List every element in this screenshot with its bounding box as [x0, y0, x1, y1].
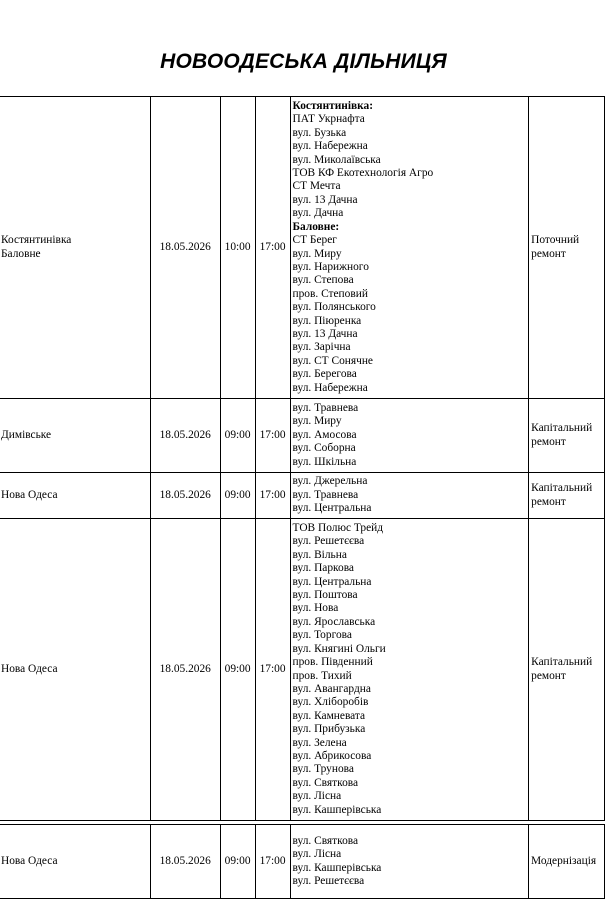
- work-type-cell: [529, 825, 605, 899]
- street-item: вул. Решетєєва: [292, 535, 365, 548]
- work-type: Поточний ремонт: [531, 234, 580, 260]
- street-item: вул. Святкова: [292, 776, 359, 789]
- page-title: НОВООДЕСЬКА ДІЛЬНИЦЯ: [160, 50, 447, 73]
- work-type-cell: [529, 399, 605, 473]
- work-type: Модернізація: [531, 854, 597, 867]
- street-item: вул. Травнева: [292, 401, 359, 414]
- street-item: вул. Княгині Ольги: [292, 642, 386, 655]
- street-item: вул. Зелена: [292, 736, 347, 749]
- street-item: вул. Камневата: [292, 709, 366, 722]
- street-item: вул. Авангардна: [292, 682, 371, 695]
- street-item: вул. Вільна: [292, 548, 347, 561]
- work-type: Капітальний ремонт: [531, 656, 593, 682]
- location-cell: [0, 825, 150, 899]
- streets-cell: [290, 399, 529, 473]
- street-item: СТ Мечта: [292, 180, 341, 193]
- street-item: вул. Поштова: [292, 589, 358, 602]
- work-type-cell: [529, 97, 605, 399]
- start-time-cell: 09:00: [220, 399, 255, 473]
- end-time-cell: 17:00: [255, 97, 290, 399]
- street-item: вул. Ярославська: [292, 615, 376, 628]
- street-item: вул. Піюренка: [292, 314, 362, 327]
- start-time-cell: 09:00: [220, 519, 255, 821]
- table-row: [0, 97, 605, 399]
- outage-schedule-table-continued: [0, 824, 605, 899]
- start-time-cell: 10:00: [220, 97, 255, 399]
- work-type-cell: [529, 519, 605, 821]
- street-item: вул. Лісна: [292, 848, 342, 861]
- street-item: вул. Центральна: [292, 502, 372, 515]
- outage-schedule-table: [0, 96, 605, 821]
- street-item: вул. Торгова: [292, 629, 352, 642]
- location-name: Нова Одеса: [1, 488, 58, 501]
- table-row: [0, 825, 605, 899]
- street-item: вул. Полянського: [292, 301, 376, 314]
- street-item: вул. Набережна: [292, 381, 368, 394]
- start-time-cell: 09:00: [220, 825, 255, 899]
- start-time-cell: 09:00: [220, 473, 255, 519]
- date-cell: 18.05.2026: [150, 399, 220, 473]
- streets-cell: [290, 97, 529, 399]
- street-item: вул. Прибузька: [292, 723, 366, 736]
- location-name: Димівське: [1, 428, 52, 441]
- street-item: вул. Набережна: [292, 140, 368, 153]
- location-cell: [0, 97, 150, 399]
- work-type-cell: [529, 473, 605, 519]
- end-time-cell: 17:00: [255, 399, 290, 473]
- street-item: вул. Джерельна: [292, 475, 368, 488]
- location-cell: [0, 473, 150, 519]
- street-item: вул. Дачна: [292, 207, 344, 220]
- date-cell: 18.05.2026: [150, 519, 220, 821]
- work-type: Капітальний ремонт: [531, 422, 593, 448]
- street-item: вул. 13 Дачна: [292, 327, 358, 340]
- street-item: СТ Берег: [292, 234, 337, 247]
- street-item: вул. Паркова: [292, 562, 354, 575]
- work-type: Капітальний ремонт: [531, 482, 593, 508]
- streets-cell: [290, 473, 529, 519]
- street-item: пров. Степовий: [292, 287, 368, 300]
- table-row: [0, 519, 605, 821]
- location-name: Костянтинівка: [1, 234, 72, 247]
- date-cell: 18.05.2026: [150, 825, 220, 899]
- street-item: вул. Кашперівська: [292, 861, 382, 874]
- location-name: Баловне: [1, 247, 41, 260]
- location-cell: [0, 519, 150, 821]
- location-name: Нова Одеса: [1, 662, 58, 675]
- street-item: вул. Святкова: [292, 834, 359, 847]
- end-time-cell: 17:00: [255, 519, 290, 821]
- street-item: вул. Хліборобів: [292, 696, 369, 709]
- settlement-heading: Баловне:: [292, 220, 340, 233]
- settlement-heading: Костянтинівка:: [292, 100, 374, 113]
- street-item: вул. Зарічна: [292, 341, 351, 354]
- table-row: [0, 473, 605, 519]
- street-item: ТОВ Полюс Трейд: [292, 522, 384, 535]
- street-item: вул. Трунова: [292, 763, 354, 776]
- street-item: вул. Бузька: [292, 126, 347, 139]
- location-cell: [0, 399, 150, 473]
- street-item: вул. СТ Сонячне: [292, 354, 373, 367]
- location-name: Нова Одеса: [1, 854, 58, 867]
- street-item: ТОВ КФ Екотехнологія Агро: [292, 167, 434, 180]
- street-item: вул. Травнева: [292, 488, 359, 501]
- streets-cell: [290, 825, 529, 899]
- street-item: вул. Соборна: [292, 442, 356, 455]
- street-item: вул. Решетєєва: [292, 874, 365, 887]
- street-item: вул. Амосова: [292, 428, 357, 441]
- street-item: вул. Миколаївська: [292, 153, 381, 166]
- date-cell: 18.05.2026: [150, 97, 220, 399]
- street-item: пров. Тихий: [292, 669, 352, 682]
- street-item: вул. Миру: [292, 247, 342, 260]
- street-item: вул. Нарижного: [292, 260, 369, 273]
- street-item: вул. Центральна: [292, 575, 372, 588]
- end-time-cell: 17:00: [255, 473, 290, 519]
- street-item: вул. Берегова: [292, 368, 357, 381]
- end-time-cell: 17:00: [255, 825, 290, 899]
- streets-cell: [290, 519, 529, 821]
- street-item: вул. Кашперівська: [292, 803, 382, 816]
- street-item: вул. Абрикосова: [292, 749, 372, 762]
- street-item: вул. Лісна: [292, 790, 342, 803]
- street-item: ПАТ Укрнафта: [292, 113, 365, 126]
- street-item: вул. 13 Дачна: [292, 193, 358, 206]
- date-cell: 18.05.2026: [150, 473, 220, 519]
- street-item: пров. Південний: [292, 656, 373, 669]
- table-row: [0, 399, 605, 473]
- street-item: вул. Степова: [292, 274, 354, 287]
- street-item: вул. Шкільна: [292, 455, 357, 468]
- street-item: вул. Нова: [292, 602, 339, 615]
- street-item: вул. Миру: [292, 415, 342, 428]
